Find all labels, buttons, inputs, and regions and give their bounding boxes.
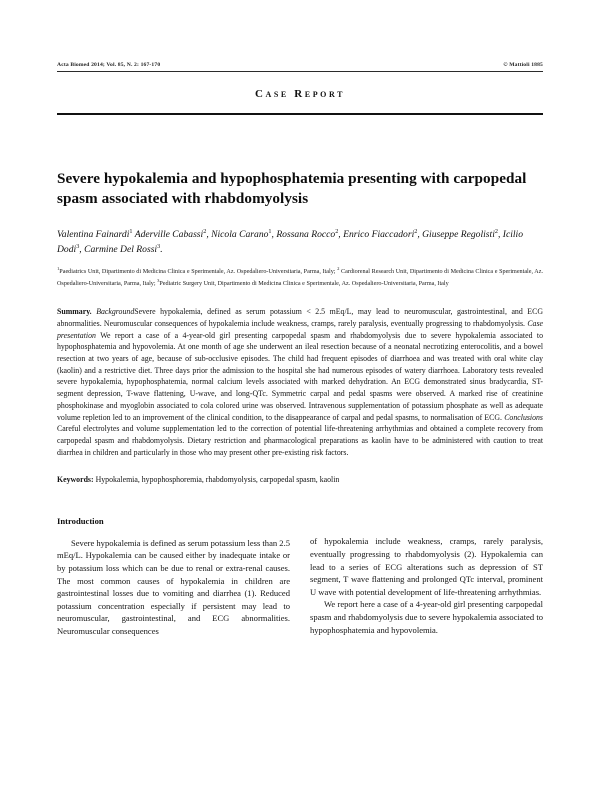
journal-citation: Acta Biomed 2014; Vol. 85, N. 2: 167-170 [57,62,161,68]
keywords-label: Keywords: [57,475,94,485]
section-heading-introduction: Introduction [57,515,104,526]
intro-paragraph-right-2: We report here a case of a 4-year-old girl presenting carpopedal spasm and rhabdomyolysis due to severe hypokalemia associated to hypophosphatemia and hypovolemia. [310,599,543,635]
keywords-text: Hypokalemia, hypophosphoremia, rhabdomyolysis, carpopedal spasm, kaolin [95,475,340,485]
column-right-spacer [310,516,543,536]
running-head [57,62,543,71]
keywords-line [57,474,543,485]
intro-paragraph-right-1: of hypokalemia include weakness, cramps, rarely paralysis, eventually progressing to rhabdomyolysis (2). Hypokalemia can lead to a series of ECG alterations such as depression of ST segment, T wave flattening and prolonged QTc interval, prominent U wave with potential development of life-threatening arrhythmias. [310,536,543,597]
summary-background-text: Severe hypokalemia, defined as serum potassium < 2.5 mEq/L, may lead to neuromuscular, gastrointestinal, and ECG abnormalities. Neuromuscular consequences of hypokalemia include weakness, cramps, rarely paralysis, eventually progressing to rhabdomyolysis. [57,307,543,328]
column-left [57,516,290,638]
header-rule-bottom [57,113,543,115]
summary-conclusions-label: Conclusions [504,412,543,422]
column-right [310,516,543,638]
summary-case-label: Case presentation [57,318,543,340]
banner-label: Case Report [254,88,346,100]
summary-conclusions-text: Careful electrolytes and volume supplementation led to the correction of potential life-threatening arrhythmias and obtained a complete recovery from carpopedal spasm and rhabdomyolysis. Dietary restriction and pharmacological preparations as kaolin have to be administered with caution to treat diarrhea in children and particularly in those who may present other pre-existing risk factors. [57,424,543,457]
summary-background-label: Background [96,307,135,317]
title-block [57,169,543,289]
section-banner [57,72,543,113]
affiliations: $^1$Paediatrics Unit, Dipartimento di Medicina Clinica e Sperimentale, Az. Ospedaliero-Universitaria, Parma, Italy; $^2$ Cardiorenal Research Unit, Dipartimento di Medicina Clinica e Sperimentale, Az. Ospedaliero-Universitaria, Parma, Italy; $^3$Pediatric Surgery Unit, Dipartimento di Medicina Clinica e Sperimentale, Az. Ospedaliero-Universitaria, Parma, Italy [57,266,543,287]
intro-paragraph-left: Severe hypokalemia is defined as serum potassium less than 2.5 mEq/L. Hypokalemia can be caused either by inadequate intake or by potassium loss which can be due to renal or extra-renal causes. The most common causes of hypokalemia in children are gastrointestinal losses due to vomiting and diarrhea (1). Reduced potassium concentration especially if persistent may lead to neuromuscular, gastrointestinal, and ECG abnormalities. Neuromuscular consequences [57,537,290,636]
author-list [57,227,543,258]
copyright-notice: © Mattioli 1885 [503,62,543,68]
abstract-summary [57,306,543,458]
body-columns [57,516,543,638]
page-title: Severe hypokalemia and hypophosphatemia presenting with carpopedal spasm associated with rhabdomyolysis [57,170,527,208]
summary-case-text: We report a case of a 4-year-old girl presenting carpopedal spasm and rhabdomyolysis due to severe hypokalemia associated to hypophosphatemia and hypovolemia. At one month of age she underwent an ileal resection because of a neonatal necrotizing enterocolitis, and a bowel resection at two years of age, because of sub-occlusive episodes. The child had frequent episodes of diarrhoea and was treated with oral white clay (kaolin) and a restrictive diet. Three days prior the admission to the hospital she had numerous episodes of watery diarrhoea. Laboratory tests revealed severe hypokalemia, hypophosphatemia, normal calcium levels associated with marked dehydration. An ECG demonstrated sinus bradycardia, ST-segment depression, T-wave flattening, U-wave, and long-QTc. Symmetric carpal and pedal spasms were observed. A marked rise of creatinine phosphokinase and myoglobin associated to cola colored urine was observed. Intravenous supplementation of potassium phosphate as well as adequate volume repletion led to an improvement of the clinical condition, to the disappearance of carpal and pedal spasms, to normalisation of ECG. [57,330,543,422]
author-names: Valentina Fainardi$^1$ Aderville Cabassi$^2$, Nicola Carano$^1$, Rossana Rocco$^2$, Enrico Fiaccadori$^2$, Giuseppe Regolisti$^2$, Icilio Dodi$^3$, Carmine Del Rossi$^3$. [57,227,524,256]
summary-label: Summary. [57,307,92,317]
